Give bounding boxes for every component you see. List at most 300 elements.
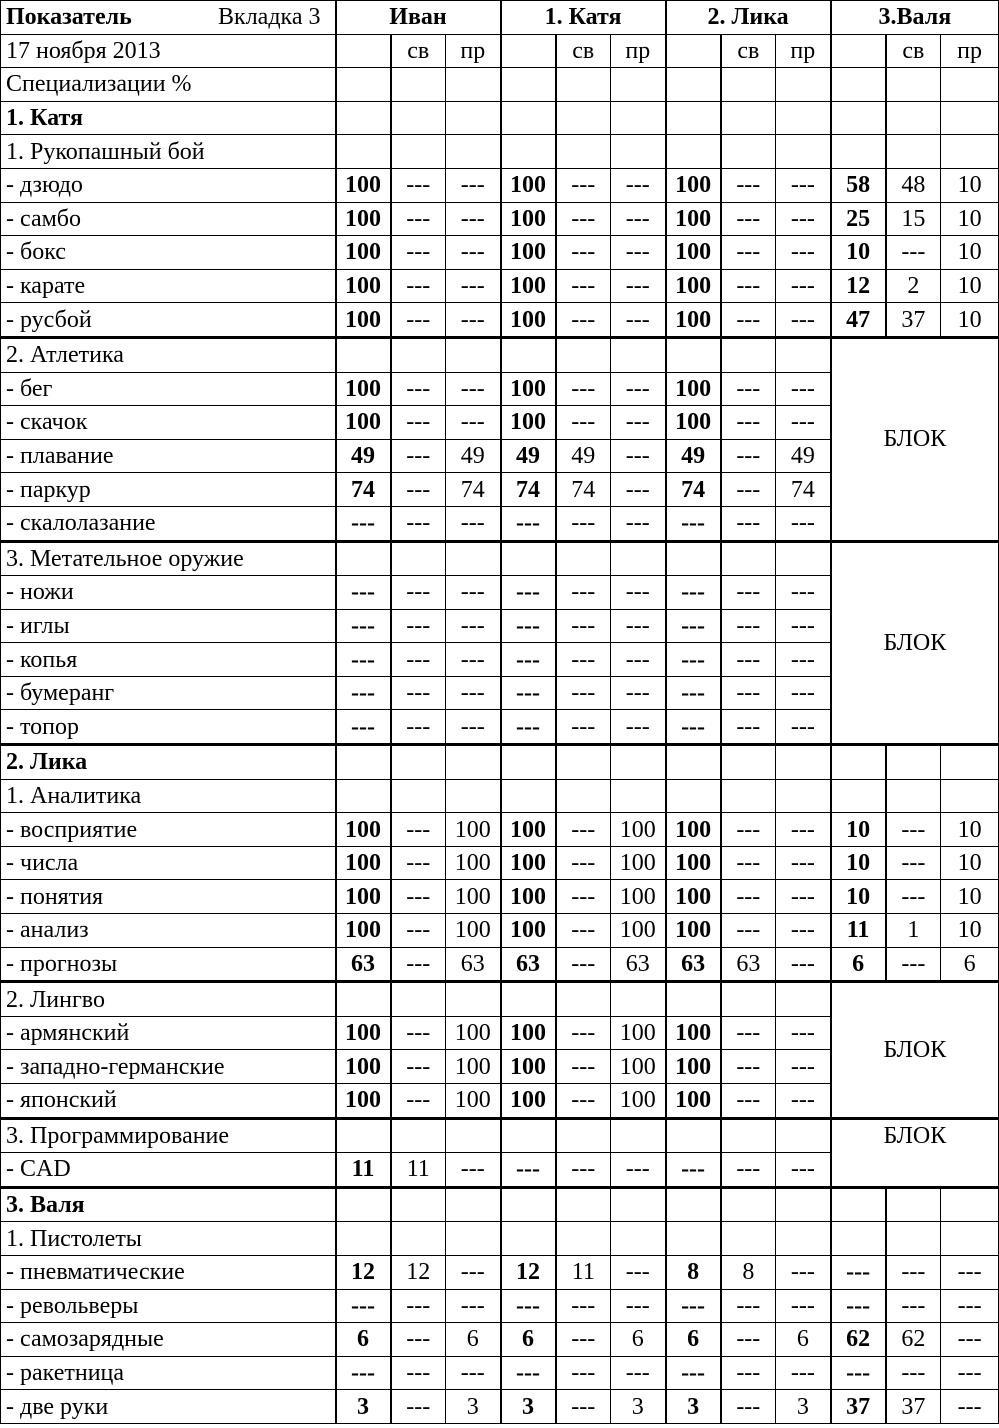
total-cell: [501, 337, 556, 372]
total-cell: 100: [666, 914, 721, 948]
total-cell: 63: [501, 947, 556, 982]
value-cell: ---: [721, 1050, 776, 1084]
value-cell: ---: [446, 609, 501, 643]
value-cell: 10: [941, 813, 999, 847]
value-cell: [391, 745, 446, 780]
table-row: [1, 1222, 999, 1256]
value-cell: ---: [721, 303, 776, 338]
value-cell: 1: [886, 914, 941, 948]
value-cell: ---: [721, 710, 776, 745]
total-cell: 100: [501, 236, 556, 270]
table-row: [1, 1187, 999, 1222]
value-cell: ---: [556, 710, 611, 745]
value-cell: ---: [721, 406, 776, 440]
row-label: - скачок: [1, 406, 336, 440]
value-cell: [446, 1187, 501, 1222]
total-cell: [336, 1187, 391, 1222]
total-cell: 49: [666, 439, 721, 473]
value-cell: 100: [611, 813, 666, 847]
value-cell: [446, 135, 501, 169]
value-cell: ---: [611, 303, 666, 338]
table-row: [1, 1390, 999, 1424]
value-cell: ---: [721, 1153, 776, 1188]
total-cell: 100: [501, 880, 556, 914]
total-cell: [501, 982, 556, 1017]
value-cell: 100: [611, 880, 666, 914]
value-cell: ---: [446, 1153, 501, 1188]
total-cell: 10: [831, 846, 886, 880]
value-cell: 100: [611, 914, 666, 948]
value-cell: [941, 1222, 999, 1256]
value-cell: ---: [446, 506, 501, 541]
report-date: 17 ноября 2013: [1, 34, 336, 68]
total-cell: 100: [336, 880, 391, 914]
total-cell: 100: [666, 202, 721, 236]
row-label: - карате: [1, 269, 336, 303]
blocked-cell: БЛОК: [831, 541, 999, 745]
total-cell: [336, 337, 391, 372]
total-cell: 100: [501, 1084, 556, 1119]
value-cell: [391, 68, 446, 102]
value-cell: ---: [776, 947, 831, 982]
value-cell: 49: [776, 439, 831, 473]
total-cell: [336, 135, 391, 169]
value-cell: 49: [556, 439, 611, 473]
value-cell: ---: [721, 1016, 776, 1050]
value-cell: 63: [611, 947, 666, 982]
value-cell: [611, 68, 666, 102]
total-cell: ---: [336, 710, 391, 745]
value-cell: [721, 1187, 776, 1222]
value-cell: ---: [776, 168, 831, 202]
value-cell: 100: [446, 914, 501, 948]
total-cell: 100: [336, 1016, 391, 1050]
value-cell: [391, 1222, 446, 1256]
value-cell: ---: [776, 676, 831, 710]
value-cell: 11: [391, 1153, 446, 1188]
group-total-subheader: [336, 34, 391, 68]
value-cell: ---: [391, 1050, 446, 1084]
total-cell: 100: [501, 406, 556, 440]
value-cell: 100: [446, 1084, 501, 1119]
value-cell: [391, 1118, 446, 1153]
total-cell: ---: [666, 609, 721, 643]
total-cell: 10: [831, 236, 886, 270]
value-cell: 3: [611, 1390, 666, 1424]
value-cell: ---: [611, 1289, 666, 1323]
table-row: [1, 269, 999, 303]
value-cell: [941, 135, 999, 169]
blocked-cell: БЛОК: [831, 982, 999, 1118]
total-cell: 100: [336, 813, 391, 847]
value-cell: ---: [556, 303, 611, 338]
value-cell: [611, 541, 666, 576]
header-title-line: [6, 5, 335, 29]
total-cell: [501, 68, 556, 102]
total-cell: 100: [501, 372, 556, 406]
table-row: [1, 914, 999, 948]
total-cell: ---: [831, 1356, 886, 1390]
total-cell: [336, 779, 391, 813]
row-label: - анализ: [1, 914, 336, 948]
value-cell: [556, 1118, 611, 1153]
value-cell: ---: [721, 609, 776, 643]
value-cell: 63: [721, 947, 776, 982]
value-cell: ---: [611, 372, 666, 406]
value-cell: ---: [776, 236, 831, 270]
value-cell: [446, 68, 501, 102]
value-cell: ---: [611, 506, 666, 541]
value-cell: [776, 1118, 831, 1153]
value-cell: ---: [611, 1153, 666, 1188]
value-cell: [886, 779, 941, 813]
value-cell: ---: [391, 914, 446, 948]
value-cell: ---: [446, 1255, 501, 1289]
value-cell: 37: [886, 303, 941, 338]
total-cell: ---: [666, 1153, 721, 1188]
value-cell: ---: [556, 1153, 611, 1188]
value-cell: [721, 982, 776, 1017]
total-cell: [666, 982, 721, 1017]
row-label: - японский: [1, 1084, 336, 1119]
value-cell: [391, 101, 446, 135]
row-label: - армянский: [1, 1016, 336, 1050]
value-cell: ---: [556, 372, 611, 406]
value-cell: 100: [446, 880, 501, 914]
row-label: - числа: [1, 846, 336, 880]
value-cell: ---: [391, 846, 446, 880]
total-cell: [501, 1118, 556, 1153]
total-cell: 100: [666, 880, 721, 914]
value-cell: [611, 1187, 666, 1222]
total-cell: [501, 1222, 556, 1256]
row-label: Специализации %: [1, 68, 336, 102]
value-cell: [721, 101, 776, 135]
value-cell: ---: [556, 1390, 611, 1424]
value-cell: [721, 135, 776, 169]
row-label: - самбо: [1, 202, 336, 236]
value-cell: [556, 337, 611, 372]
value-cell: ---: [391, 1390, 446, 1424]
total-cell: 100: [666, 813, 721, 847]
value-cell: 100: [611, 846, 666, 880]
value-cell: 6: [611, 1323, 666, 1357]
value-cell: ---: [721, 846, 776, 880]
total-cell: 100: [501, 846, 556, 880]
value-cell: ---: [556, 947, 611, 982]
value-cell: [776, 135, 831, 169]
total-cell: 100: [336, 914, 391, 948]
total-cell: ---: [501, 676, 556, 710]
total-cell: ---: [501, 1356, 556, 1390]
value-cell: 10: [941, 202, 999, 236]
total-cell: ---: [336, 609, 391, 643]
value-cell: ---: [776, 1255, 831, 1289]
value-cell: ---: [391, 372, 446, 406]
group-header-3: 3.Валя: [831, 1, 999, 35]
total-cell: [831, 1222, 886, 1256]
total-cell: 58: [831, 168, 886, 202]
value-cell: 6: [941, 947, 999, 982]
value-cell: ---: [391, 1289, 446, 1323]
total-cell: ---: [501, 576, 556, 610]
value-cell: ---: [391, 947, 446, 982]
tab-label: Вкладка 3: [218, 4, 321, 31]
table-row: [1, 236, 999, 270]
value-cell: ---: [721, 1356, 776, 1390]
value-cell: [721, 1222, 776, 1256]
table-row: [1, 1255, 999, 1289]
total-cell: 47: [831, 303, 886, 338]
value-cell: [446, 1222, 501, 1256]
value-cell: ---: [721, 914, 776, 948]
value-cell: ---: [721, 1084, 776, 1119]
value-cell: [941, 68, 999, 102]
total-cell: 6: [501, 1323, 556, 1357]
group-total-subheader: [666, 34, 721, 68]
total-cell: 3: [501, 1390, 556, 1424]
total-cell: [666, 779, 721, 813]
value-cell: ---: [721, 813, 776, 847]
value-cell: ---: [721, 506, 776, 541]
value-cell: ---: [776, 710, 831, 745]
value-cell: [446, 745, 501, 780]
value-cell: ---: [611, 473, 666, 507]
table-row: [1, 745, 999, 780]
sub-header-sv: св: [556, 34, 611, 68]
value-cell: ---: [391, 609, 446, 643]
blocked-cell: БЛОК: [831, 1118, 999, 1187]
sub-header-sv: св: [721, 34, 776, 68]
value-cell: ---: [941, 1255, 999, 1289]
value-cell: ---: [886, 846, 941, 880]
sub-header-pr: пр: [776, 34, 831, 68]
value-cell: ---: [776, 1153, 831, 1188]
value-cell: 10: [941, 168, 999, 202]
value-cell: 10: [941, 914, 999, 948]
total-cell: 25: [831, 202, 886, 236]
row-label: - топор: [1, 710, 336, 745]
value-cell: ---: [776, 813, 831, 847]
value-cell: ---: [886, 1255, 941, 1289]
value-cell: [721, 779, 776, 813]
total-cell: 100: [666, 269, 721, 303]
value-cell: ---: [556, 914, 611, 948]
total-cell: ---: [501, 506, 556, 541]
header-title-cell: [1, 1, 336, 35]
sub-header-sv: св: [391, 34, 446, 68]
value-cell: ---: [721, 269, 776, 303]
total-cell: ---: [831, 1255, 886, 1289]
value-cell: ---: [776, 1084, 831, 1119]
value-cell: [776, 779, 831, 813]
total-cell: ---: [336, 576, 391, 610]
total-cell: 100: [501, 168, 556, 202]
total-cell: [831, 101, 886, 135]
value-cell: ---: [776, 372, 831, 406]
value-cell: [611, 337, 666, 372]
total-cell: 100: [666, 406, 721, 440]
value-cell: ---: [556, 1323, 611, 1357]
value-cell: ---: [721, 576, 776, 610]
row-label: - ракетница: [1, 1356, 336, 1390]
row-label: - револьверы: [1, 1289, 336, 1323]
value-cell: ---: [776, 1356, 831, 1390]
total-cell: 100: [336, 269, 391, 303]
total-cell: 100: [666, 236, 721, 270]
value-cell: [556, 68, 611, 102]
value-cell: [611, 135, 666, 169]
value-cell: [721, 745, 776, 780]
group-total-subheader: [501, 34, 556, 68]
value-cell: ---: [556, 168, 611, 202]
row-label: 1. Аналитика: [1, 779, 336, 813]
value-cell: ---: [611, 1356, 666, 1390]
value-cell: ---: [556, 846, 611, 880]
table-row: [1, 1323, 999, 1357]
total-cell: [666, 101, 721, 135]
row-label: 2. Лика: [1, 745, 336, 780]
value-cell: [776, 337, 831, 372]
total-cell: [336, 1222, 391, 1256]
value-cell: ---: [941, 1289, 999, 1323]
total-cell: [831, 779, 886, 813]
value-cell: ---: [391, 643, 446, 677]
value-cell: [776, 541, 831, 576]
total-cell: ---: [666, 643, 721, 677]
row-label: - бумеранг: [1, 676, 336, 710]
blocked-cell: БЛОК: [831, 337, 999, 541]
table-row: [1, 846, 999, 880]
value-cell: [556, 1187, 611, 1222]
total-cell: ---: [501, 643, 556, 677]
sub-header-sv: св: [886, 34, 941, 68]
value-cell: ---: [556, 1289, 611, 1323]
row-label: - бокс: [1, 236, 336, 270]
value-cell: ---: [611, 236, 666, 270]
row-label: - паркур: [1, 473, 336, 507]
value-cell: ---: [776, 846, 831, 880]
value-cell: [391, 337, 446, 372]
value-cell: 3: [446, 1390, 501, 1424]
value-cell: 10: [941, 846, 999, 880]
total-cell: 100: [336, 202, 391, 236]
total-cell: [336, 541, 391, 576]
value-cell: [721, 337, 776, 372]
total-cell: [336, 982, 391, 1017]
value-cell: 15: [886, 202, 941, 236]
value-cell: ---: [776, 880, 831, 914]
total-cell: ---: [336, 1289, 391, 1323]
value-cell: [556, 541, 611, 576]
value-cell: [886, 1187, 941, 1222]
value-cell: [776, 68, 831, 102]
value-cell: ---: [556, 1016, 611, 1050]
total-cell: 8: [666, 1255, 721, 1289]
total-cell: 11: [831, 914, 886, 948]
value-cell: ---: [611, 168, 666, 202]
sub-header-pr: пр: [611, 34, 666, 68]
value-cell: ---: [446, 1289, 501, 1323]
value-cell: ---: [721, 236, 776, 270]
table-row: [1, 202, 999, 236]
total-cell: 100: [666, 303, 721, 338]
total-cell: 100: [666, 168, 721, 202]
group-header-0: Иван: [336, 1, 501, 35]
total-cell: 63: [336, 947, 391, 982]
total-cell: 3: [666, 1390, 721, 1424]
group-header-2: 2. Лика: [666, 1, 831, 35]
value-cell: 49: [446, 439, 501, 473]
total-cell: 100: [501, 303, 556, 338]
value-cell: ---: [391, 303, 446, 338]
total-cell: ---: [666, 1289, 721, 1323]
total-cell: ---: [501, 1153, 556, 1188]
value-cell: ---: [776, 643, 831, 677]
value-cell: [391, 982, 446, 1017]
value-cell: 100: [611, 1016, 666, 1050]
total-cell: 63: [666, 947, 721, 982]
sub-header-pr: пр: [446, 34, 501, 68]
value-cell: ---: [556, 269, 611, 303]
table-row: [1, 135, 999, 169]
table-row: [1, 168, 999, 202]
value-cell: ---: [886, 880, 941, 914]
value-cell: 100: [446, 1016, 501, 1050]
value-cell: ---: [391, 269, 446, 303]
value-cell: [941, 1187, 999, 1222]
value-cell: ---: [611, 576, 666, 610]
value-cell: [556, 1222, 611, 1256]
value-cell: ---: [391, 506, 446, 541]
value-cell: 6: [446, 1323, 501, 1357]
value-cell: ---: [721, 372, 776, 406]
value-cell: ---: [556, 406, 611, 440]
group-header-1: 1. Катя: [501, 1, 666, 35]
value-cell: ---: [391, 1016, 446, 1050]
table-title: Показатель: [6, 4, 132, 31]
row-label: 3. Метательное оружие: [1, 541, 336, 576]
value-cell: 12: [391, 1255, 446, 1289]
total-cell: 12: [501, 1255, 556, 1289]
total-cell: 6: [831, 947, 886, 982]
value-cell: ---: [776, 269, 831, 303]
total-cell: 74: [501, 473, 556, 507]
row-label: - копья: [1, 643, 336, 677]
total-cell: [666, 337, 721, 372]
total-cell: 74: [666, 473, 721, 507]
value-cell: [721, 1118, 776, 1153]
total-cell: 100: [336, 1050, 391, 1084]
value-cell: ---: [776, 506, 831, 541]
total-cell: [666, 541, 721, 576]
total-cell: 100: [336, 303, 391, 338]
value-cell: ---: [446, 576, 501, 610]
total-cell: 100: [501, 813, 556, 847]
table-row: [1, 1289, 999, 1323]
row-label: - две руки: [1, 1390, 336, 1424]
row-label: - прогнозы: [1, 947, 336, 982]
total-cell: ---: [831, 1289, 886, 1323]
total-cell: 10: [831, 813, 886, 847]
value-cell: ---: [886, 1356, 941, 1390]
total-cell: [831, 135, 886, 169]
value-cell: 10: [941, 269, 999, 303]
total-cell: 12: [336, 1255, 391, 1289]
total-cell: [501, 779, 556, 813]
value-cell: ---: [556, 236, 611, 270]
row-label: 3. Валя: [1, 1187, 336, 1222]
